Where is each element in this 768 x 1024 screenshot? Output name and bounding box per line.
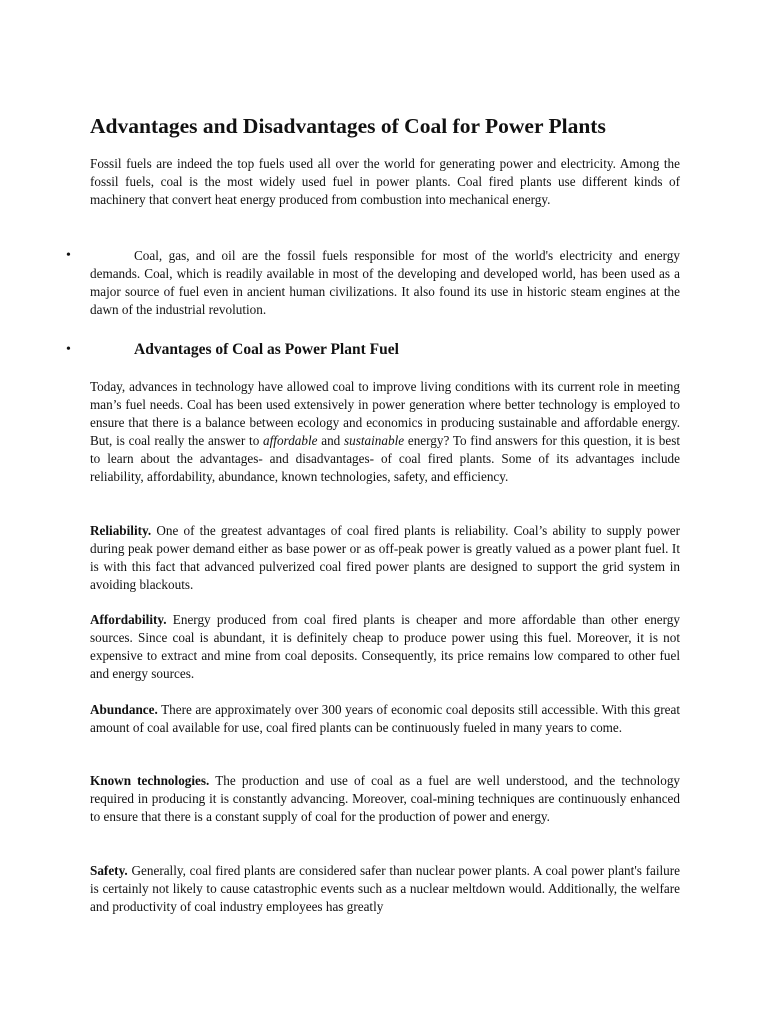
abundance-paragraph [90, 701, 680, 737]
page-title: Advantages and Disadvantages of Coal for Power Plants [90, 114, 606, 138]
today-text-2: and [317, 433, 345, 448]
affordability-paragraph [90, 611, 680, 683]
reliability-label: Reliability. [90, 523, 152, 538]
reliability-paragraph [90, 522, 680, 594]
known-technologies-paragraph [90, 772, 680, 826]
section-heading: Advantages of Coal as Power Plant Fuel [134, 341, 399, 358]
bullet-icon: • [66, 248, 71, 263]
today-emphasis-sustainable: sustainable [344, 433, 405, 448]
intro-paragraph: Fossil fuels are indeed the top fuels used all over the world for generating power and electricity. Among the fossil fuels, coal is the most widely used fuel in power plants. Coal fired plants use different kinds of machinery that convert heat energy produced from combustion into mechanical energy. [90, 156, 680, 207]
today-emphasis-affordable: affordable [263, 433, 318, 448]
bullet-icon: • [66, 342, 71, 357]
today-text-1: Today, advances in technology have allowed coal to improve living conditions with its current role in meeting man’s fuel needs. Coal has been used extensively in power generation where better technology is employed to ensure that there is a balance between ecology and economics in producing sustainable and affordable energy. But, is coal really the answer to [90, 379, 680, 448]
safety-text: Generally, coal fired plants are considered safer than nuclear power plants. A coal power plant's failure is certainly not likely to cause catastrophic events such as a nuclear meltdown would. Additionally, the welfare and productivity of coal industry employees has greatly [90, 863, 680, 914]
bullet-text-content: Coal, gas, and oil are the fossil fuels responsible for most of the world's electricity and energy demands. Coal, which is readily available in most of the developing and developed world, has been used as a major source of fuel even in ancient human civilizations. It also found its use in historic steam engines at the dawn of the industrial revolution. [90, 248, 680, 317]
safety-paragraph [90, 862, 680, 916]
safety-label: Safety. [90, 863, 128, 878]
reliability-text: One of the greatest advantages of coal fired plants is reliability. Coal’s ability to supply power during peak power demand either as base power or as off-peak power is greatly valued as a power plant fuel. It is with this fact that advanced pulverized coal fired power plants are designed to support the grid system in avoiding blackouts. [90, 523, 680, 592]
today-paragraph [90, 378, 680, 486]
today-text-3: energy? To find answers for this question, it is best to learn about the advantages- and disadvantages- of coal fired plants. Some of its advantages include reliability, affordability, abundance, known technologies, safety, and efficiency. [90, 433, 680, 484]
known-technologies-label: Known technologies. [90, 773, 210, 788]
bullet-text [90, 247, 680, 319]
affordability-label: Affordability. [90, 612, 167, 627]
abundance-label: Abundance. [90, 702, 158, 717]
affordability-text: Energy produced from coal fired plants is cheaper and more affordable than other energy sources. Since coal is abundant, it is definitely cheap to produce power using this fuel. Moreover, it is not expensive to extract and mine from coal deposits. Consequently, its price remains low compared to other fuel and energy sources. [90, 612, 680, 681]
abundance-text: There are approximately over 300 years of economic coal deposits still accessible. With this great amount of coal available for use, coal fired plants can be continuously fueled in many years to come. [90, 702, 680, 735]
known-technologies-text: The production and use of coal as a fuel are well understood, and the technology required in producing it is constantly advancing. Moreover, coal-mining techniques are continuously enhanced to ensure that there is a constant supply of coal for the production of power and energy. [90, 773, 681, 824]
